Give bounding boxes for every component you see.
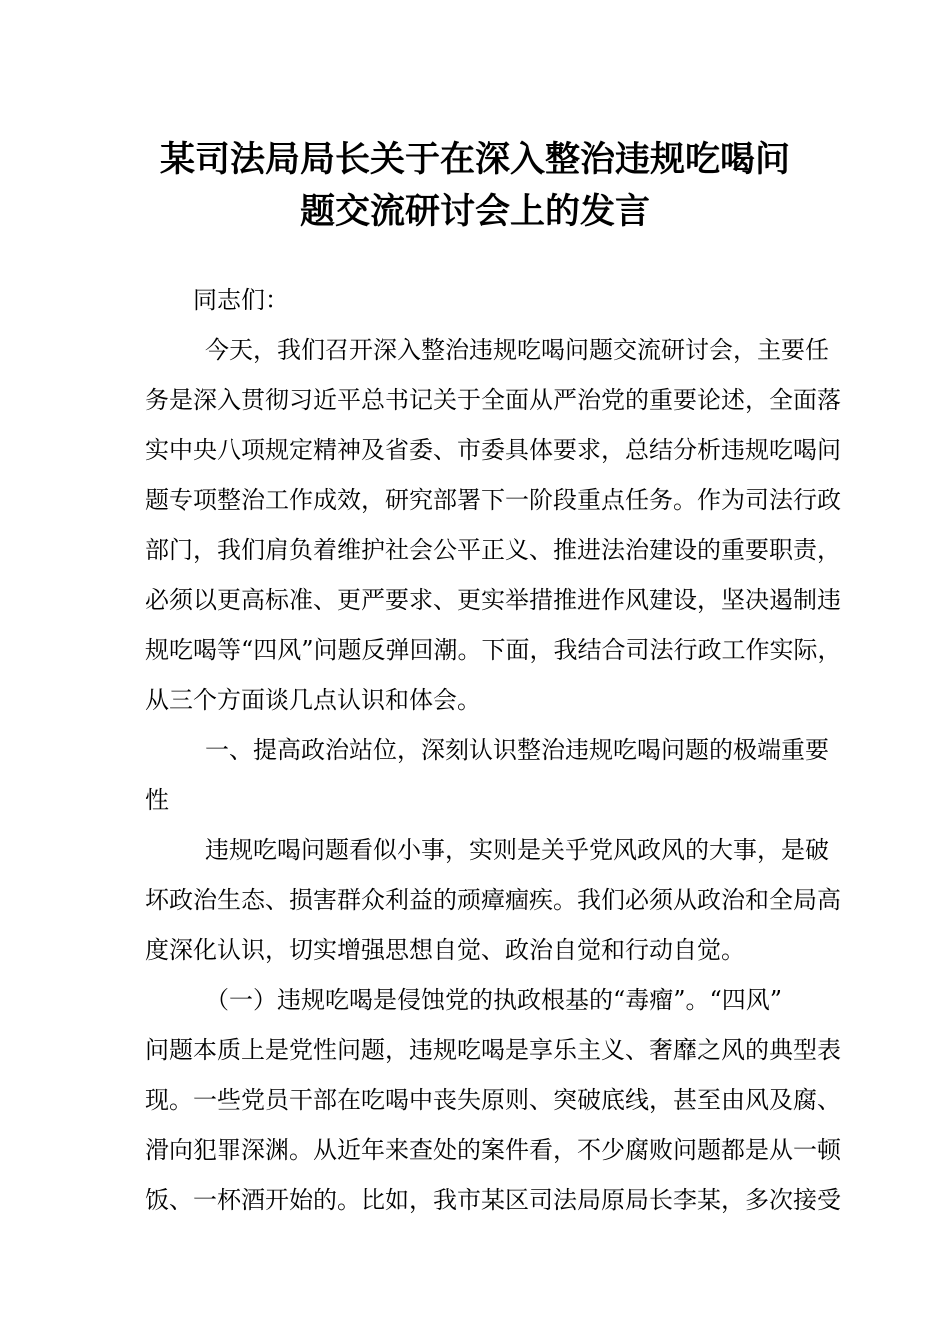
paragraph-line: 从三个方面谈几点认识和体会。	[145, 686, 481, 714]
salutation: 同志们：	[193, 286, 289, 314]
paragraph-line: 规吃喝等“四风”问题反弹回潮。下面，我结合司法行政工作实际，	[145, 636, 842, 664]
document-title-line-2: 题交流研讨会上的发言	[299, 192, 650, 232]
subsection-heading-line: （一）违规吃喝是侵蚀党的执政根基的“毒瘤”。“四风”	[205, 986, 783, 1014]
section-heading-line: 一、提高政治站位，深刻认识整治违规吃喝问题的极端重要	[205, 736, 829, 764]
paragraph-line: 实中央八项规定精神及省委、市委具体要求，总结分析违规吃喝问	[145, 436, 841, 464]
paragraph-line: 坏政治生态、损害群众利益的顽瘴痼疾。我们必须从政治和全局高	[145, 886, 841, 914]
paragraph-line: 务是深入贯彻习近平总书记关于全面从严治党的重要论述，全面落	[145, 386, 841, 414]
paragraph-line: 问题本质上是党性问题，违规吃喝是享乐主义、奢靡之风的典型表	[145, 1036, 841, 1064]
paragraph-line: 题专项整治工作成效，研究部署下一阶段重点任务。作为司法行政	[145, 486, 841, 514]
document-title-line-1: 某司法局局长关于在深入整治违规吃喝问	[159, 140, 790, 180]
paragraph-line: 部门，我们肩负着维护社会公平正义、推进法治建设的重要职责，	[145, 536, 841, 564]
section-heading-line: 性	[145, 786, 169, 814]
paragraph-line: 必须以更高标准、更严要求、更实举措推进作风建设，坚决遏制违	[145, 586, 841, 614]
paragraph-line: 度深化认识，切实增强思想自觉、政治自觉和行动自觉。	[145, 936, 745, 964]
paragraph-line: 今天，我们召开深入整治违规吃喝问题交流研讨会，主要任	[205, 336, 829, 364]
paragraph-line: 饭、一杯酒开始的。比如，我市某区司法局原局长李某，多次接受	[145, 1186, 841, 1214]
paragraph-line: 滑向犯罪深渊。从近年来查处的案件看，不少腐败问题都是从一顿	[145, 1136, 841, 1164]
paragraph-line: 违规吃喝问题看似小事，实则是关乎党风政风的大事，是破	[205, 836, 829, 864]
paragraph-line: 现。一些党员干部在吃喝中丧失原则、突破底线，甚至由风及腐、	[145, 1086, 841, 1114]
